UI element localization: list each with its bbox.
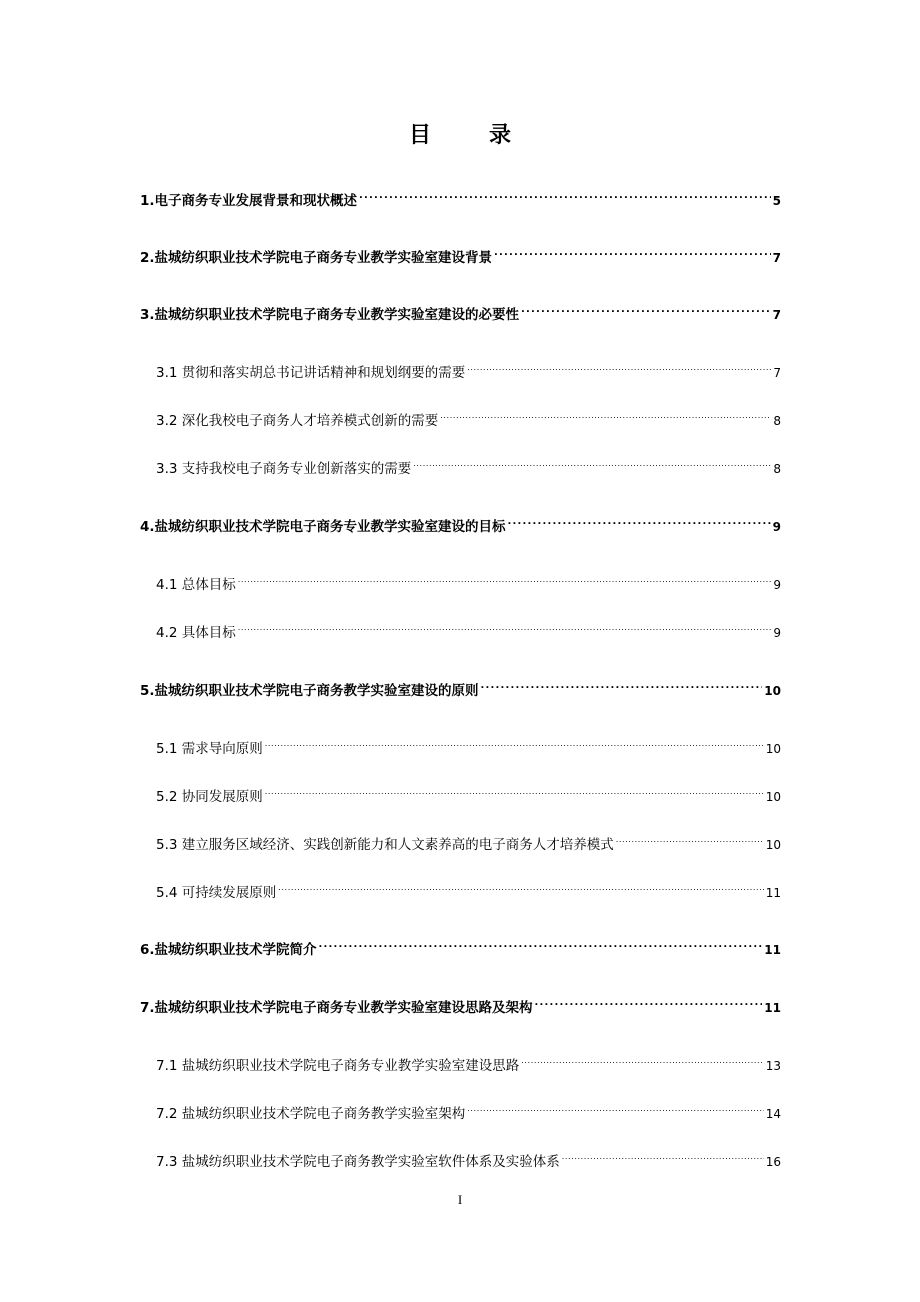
- toc-entry-label: 7.盐城纺织职业技术学院电子商务专业教学实验室建设思路及架构: [140, 1000, 533, 1016]
- toc-entry-page: 9: [773, 626, 781, 640]
- toc-entry-label: 3.2 深化我校电子商务人才培养模式创新的需要: [156, 413, 439, 429]
- toc-leader-dots: [278, 875, 763, 897]
- toc-leader-dots: [562, 1144, 764, 1166]
- toc-entry[interactable]: [156, 403, 781, 429]
- toc-entry[interactable]: [140, 932, 781, 958]
- toc-entry-label: 7.2 盐城纺织职业技术学院电子商务教学实验室架构: [156, 1106, 466, 1122]
- toc-leader-dots: [265, 731, 764, 753]
- toc-entry-page: 10: [765, 838, 781, 852]
- toc-entry[interactable]: [156, 451, 781, 477]
- toc-entry-label: 3.3 支持我校电子商务专业创新落实的需要: [156, 461, 412, 477]
- toc-entry-label: 3.盐城纺织职业技术学院电子商务专业教学实验室建设的必要性: [140, 307, 520, 323]
- toc-entry-page: 7: [772, 251, 781, 265]
- toc-entry-page: 13: [765, 1059, 781, 1073]
- toc-entry-page: 11: [764, 1001, 781, 1015]
- toc-leader-dots: [413, 451, 771, 473]
- toc-entry[interactable]: [156, 827, 781, 853]
- toc-entry-label: 1.电子商务专业发展背景和现状概述: [140, 193, 358, 209]
- toc-entry-label: 4.1 总体目标: [156, 577, 236, 593]
- toc-leader-dots: [238, 615, 772, 637]
- toc-entry-label: 5.1 需求导向原则: [156, 741, 263, 757]
- toc-entry-page: 14: [765, 1107, 781, 1121]
- footer-page-number: I: [457, 1192, 463, 1207]
- toc-entry[interactable]: [140, 183, 781, 209]
- toc-entry-page: 11: [765, 886, 781, 900]
- toc-leader-dots: [535, 990, 763, 1012]
- toc-entry[interactable]: [156, 355, 781, 381]
- toc-entry-page: 7: [773, 366, 781, 380]
- toc-entry[interactable]: [140, 297, 781, 323]
- toc-entry-page: 5: [772, 194, 781, 208]
- toc-leader-dots: [440, 403, 771, 425]
- toc-entry-label: 3.1 贯彻和落实胡总书记讲话精神和规划纲要的需要: [156, 365, 466, 381]
- toc-entry[interactable]: [156, 1048, 781, 1074]
- toc-leader-dots: [319, 932, 763, 954]
- toc-entry-page: 10: [765, 742, 781, 756]
- toc-entry-label: 5.盐城纺织职业技术学院电子商务教学实验室建设的原则: [140, 683, 479, 699]
- toc-entry-page: 11: [764, 943, 781, 957]
- toc-entry[interactable]: [156, 567, 781, 593]
- toc-entry-label: 5.4 可持续发展原则: [156, 885, 277, 901]
- toc-entry-label: 5.2 协同发展原则: [156, 789, 263, 805]
- toc-leader-dots: [265, 779, 764, 801]
- toc-entry-page: 16: [765, 1155, 781, 1169]
- toc-entry[interactable]: [156, 1144, 781, 1170]
- toc-entry-label: 2.盐城纺织职业技术学院电子商务专业教学实验室建设背景: [140, 250, 493, 266]
- toc-title-char-1: 目: [408, 122, 431, 148]
- toc-leader-dots: [494, 240, 771, 262]
- toc-entry-page: 9: [772, 520, 781, 534]
- toc-entry-page: 8: [773, 462, 781, 476]
- toc-leader-dots: [359, 183, 771, 205]
- toc-entry-label: 7.1 盐城纺织职业技术学院电子商务专业教学实验室建设思路: [156, 1058, 520, 1074]
- toc-entry[interactable]: [156, 875, 781, 901]
- toc-title-char-2: 录: [489, 122, 512, 148]
- toc-entry[interactable]: [140, 509, 781, 535]
- toc-leader-dots: [508, 509, 771, 531]
- toc-entry[interactable]: [156, 1096, 781, 1122]
- toc-entry-label: 4.盐城纺织职业技术学院电子商务专业教学实验室建设的目标: [140, 519, 506, 535]
- toc-entry-label: 5.3 建立服务区域经济、实践创新能力和人文素养高的电子商务人才培养模式: [156, 837, 614, 853]
- toc-entry-label: 6.盐城纺织职业技术学院简介: [140, 942, 317, 958]
- toc-leader-dots: [481, 673, 763, 695]
- toc-entry[interactable]: [156, 731, 781, 757]
- toc-entry[interactable]: [140, 240, 781, 266]
- toc-entry[interactable]: [156, 779, 781, 805]
- toc-leader-dots: [521, 297, 771, 319]
- toc-entry-page: 7: [772, 308, 781, 322]
- toc-entry-label: 4.2 具体目标: [156, 625, 236, 641]
- toc-leader-dots: [521, 1048, 763, 1070]
- toc-entry[interactable]: [140, 673, 781, 699]
- toc-entry-label: 7.3 盐城纺织职业技术学院电子商务教学实验室软件体系及实验体系: [156, 1154, 560, 1170]
- toc-entry[interactable]: [156, 615, 781, 641]
- toc-entry-page: 8: [773, 414, 781, 428]
- toc-leader-dots: [467, 1096, 763, 1118]
- toc-leader-dots: [616, 827, 764, 849]
- toc-entry-page: 10: [765, 790, 781, 804]
- toc-entry-page: 10: [764, 684, 781, 698]
- toc-entry[interactable]: [140, 990, 781, 1016]
- toc-leader-dots: [467, 355, 771, 377]
- toc-entry-page: 9: [773, 578, 781, 592]
- toc-leader-dots: [238, 567, 772, 589]
